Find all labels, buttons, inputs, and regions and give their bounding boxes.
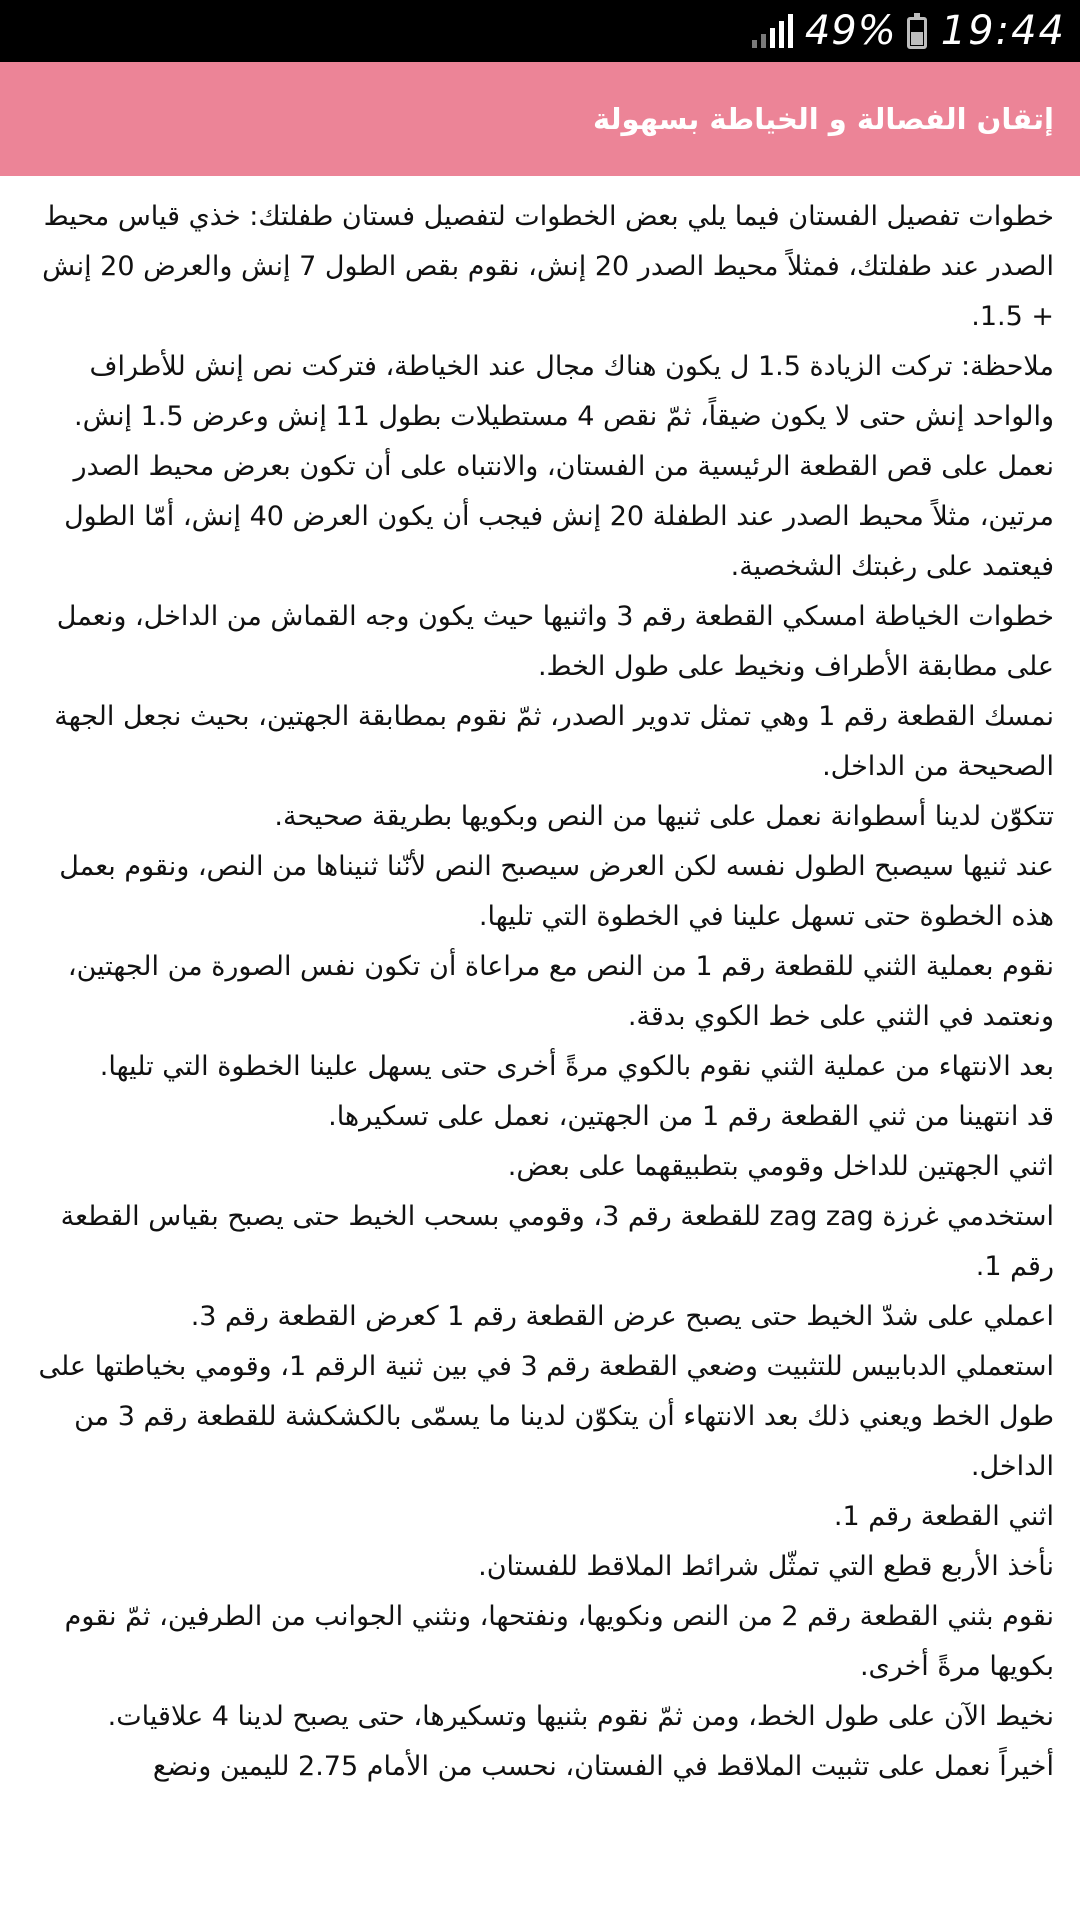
article-paragraph: استعملي الدبابيس للتثبيت وضعي القطعة رقم 3 في بين ثنية الرقم 1، وقومي بخياطتها على طول الخط ويعني ذلك بعد الانتهاء أن يتكوّن لدينا ما يسمّى بالكشكشة للقطعة رقم 3 من الداخل. bbox=[38, 1351, 1054, 1482]
battery-icon bbox=[907, 17, 927, 49]
status-bar bbox=[0, 0, 1080, 62]
article-paragraph: اثني القطعة رقم 1. bbox=[833, 1501, 1054, 1532]
article-paragraph: نأخذ الأربع قطع التي تمثّل شرائط الملاقط للفستان. bbox=[478, 1551, 1054, 1582]
app-title: إتقان الفصالة و الخياطة بسهولة bbox=[593, 102, 1054, 136]
scroll-fade bbox=[0, 1860, 1080, 1920]
article-paragraph: استخدمي غرزة zag zag للقطعة رقم 3، وقومي بسحب الخيط حتى يصبح بقياس القطعة رقم 1. bbox=[60, 1201, 1054, 1282]
article-paragraph: اعملي على شدّ الخيط حتى يصبح عرض القطعة رقم 1 كعرض القطعة رقم 3. bbox=[190, 1301, 1054, 1332]
article-paragraph: نمسك القطعة رقم 1 وهي تمثل تدوير الصدر، ثمّ نقوم بمطابقة الجهتين، بحيث نجعل الجهة الصحيحة من الداخل. bbox=[54, 701, 1054, 782]
battery-percent: 49% bbox=[804, 8, 897, 54]
app-bar bbox=[0, 62, 1080, 176]
article-paragraph: عند ثنيها سيصبح الطول نفسه لكن العرض سيصبح النص لأنّنا ثنيناها من النص، ونقوم بعمل هذه الخطوة حتى تسهل علينا في الخطوة التي تليها. bbox=[59, 851, 1054, 932]
article-content[interactable] bbox=[0, 176, 1080, 1920]
article-paragraph: أخيراً نعمل على تثبيت الملاقط في الفستان، نحسب من الأمام 2.75 لليمين ونضع bbox=[152, 1751, 1054, 1782]
article-paragraph: ملاحظة: تركت الزيادة 1.5 ل يكون هناك مجال عند الخياطة، فتركت نص إنش للأطراف والواحد إنش حتى لا يكون ضيقاً، ثمّ نقص 4 مستطيلات بطول 11 إنش وعرض 1.5 إنش. bbox=[73, 351, 1054, 432]
article-paragraph: قد انتهينا من ثني القطعة رقم 1 من الجهتين، نعمل على تسكيرها. bbox=[328, 1101, 1054, 1132]
article-paragraph: نقوم بثني القطعة رقم 2 من النص ونكويها، ونفتحها، ونثني الجوانب من الطرفين، ثمّ نقوم بكويها مرةً أخرى. bbox=[64, 1601, 1054, 1682]
article-paragraph: تتكوّن لدينا أسطوانة نعمل على ثنيها من النص وبكويها بطريقة صحيحة. bbox=[274, 801, 1054, 832]
article-paragraph: اثني الجهتين للداخل وقومي بتطبيقهما على بعض. bbox=[507, 1151, 1054, 1182]
article-paragraph: نخيط الآن على طول الخط، ومن ثمّ نقوم بثنيها وتسكيرها، حتى يصبح لدينا 4 علاقيات. bbox=[107, 1701, 1054, 1732]
clock: 19:44 bbox=[940, 8, 1066, 54]
article-paragraph: نقوم بعملية الثني للقطعة رقم 1 من النص مع مراعاة أن تكون نفس الصورة من الجهتين، ونعتمد في الثني على خط الكوي بدقة. bbox=[67, 951, 1054, 1032]
article-paragraph: نعمل على قص القطعة الرئيسية من الفستان، والانتباه على أن تكون بعرض محيط الصدر مرتين، مثلاً محيط الصدر عند الطفلة 20 إنش فيجب أن يكون العرض 40 إنش، أمّا الطول فيعتمد على رغبتك الشخصية. bbox=[64, 451, 1054, 582]
article-paragraph: خطوات تفصيل الفستان فيما يلي بعض الخطوات لتفصيل فستان طفلتك: خذي قياس محيط الصدر عند طفلتك، فمثلاً محيط الصدر 20 إنش، نقوم بقص الطول 7 إنش والعرض 20 إنش + 1.5. bbox=[42, 201, 1054, 332]
signal-icon bbox=[752, 14, 793, 48]
article-paragraph: خطوات الخياطة امسكي القطعة رقم 3 واثنيها حيث يكون وجه القماش من الداخل، ونعمل على مطابقة الأطراف ونخيط على طول الخط. bbox=[56, 601, 1054, 682]
article-paragraph: بعد الانتهاء من عملية الثني نقوم بالكوي مرةً أخرى حتى يسهل علينا الخطوة التي تليها. bbox=[99, 1051, 1054, 1082]
